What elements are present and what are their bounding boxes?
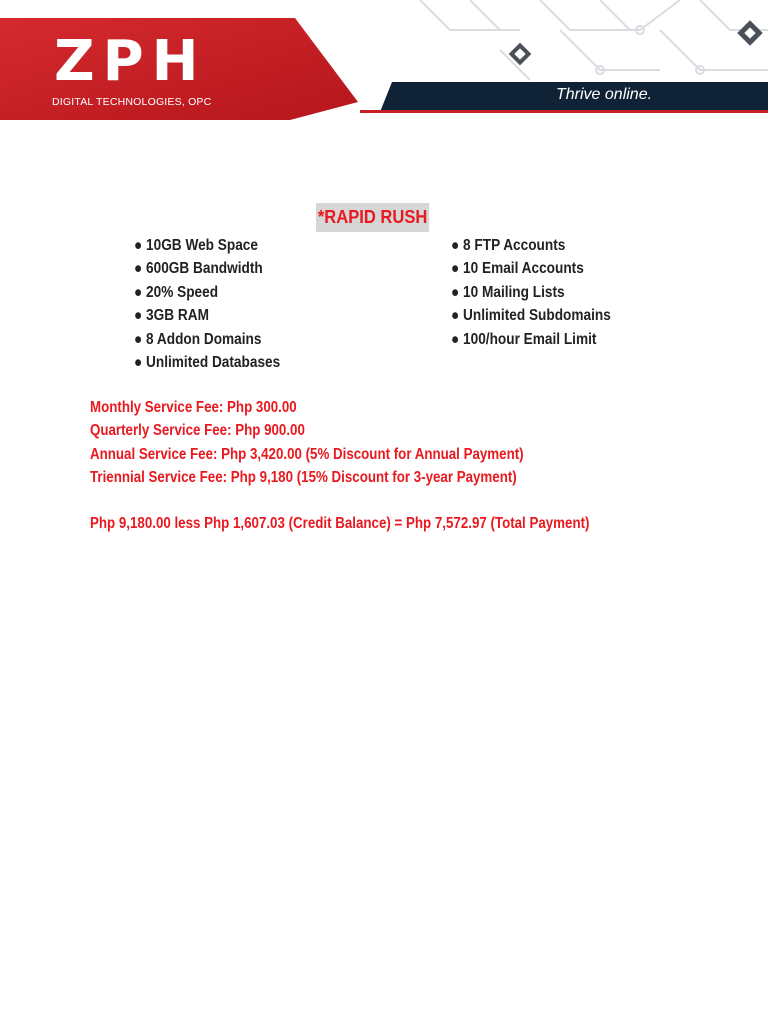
feature-item: ● 3GB RAM <box>134 307 209 325</box>
accent-underline <box>360 110 768 113</box>
page-header <box>0 0 768 124</box>
feature-item: ● 600GB Bandwidth <box>134 260 263 278</box>
total-payment: Php 9,180.00 less Php 1,607.03 (Credit Balance) = Php 7,572.97 (Total Payment) <box>90 515 590 532</box>
plan-title: *RAPID RUSH <box>316 203 429 232</box>
fees-section <box>90 396 594 490</box>
feature-item: ● Unlimited Subdomains <box>451 307 611 325</box>
quarterly-fee: Quarterly Service Fee: Php 900.00 <box>90 422 305 440</box>
feature-item: ● 10 Mailing Lists <box>451 283 565 301</box>
annual-fee: Annual Service Fee: Php 3,420.00 (5% Discount for Annual Payment) <box>90 445 524 463</box>
feature-item: ● 8 Addon Domains <box>134 330 262 348</box>
company-logo: ZPH <box>54 29 207 94</box>
features-right-list <box>451 234 633 351</box>
feature-item: ● 20% Speed <box>134 283 219 301</box>
features-left-list <box>134 234 300 374</box>
feature-item: ● 10GB Web Space <box>134 237 258 254</box>
feature-item: ● 10 Email Accounts <box>451 260 584 278</box>
triennial-fee: Triennial Service Fee: Php 9,180 (15% Discount for 3-year Payment) <box>90 469 517 487</box>
company-name: DIGITAL TECHNOLOGIES, OPC <box>52 96 212 108</box>
feature-item: ● 100/hour Email Limit <box>451 330 597 348</box>
monthly-fee: Monthly Service Fee: Php 300.00 <box>90 399 297 416</box>
tagline: Thrive online. <box>556 86 653 103</box>
feature-item: ● Unlimited Databases <box>134 353 281 371</box>
feature-item: ● 8 FTP Accounts <box>451 237 566 254</box>
